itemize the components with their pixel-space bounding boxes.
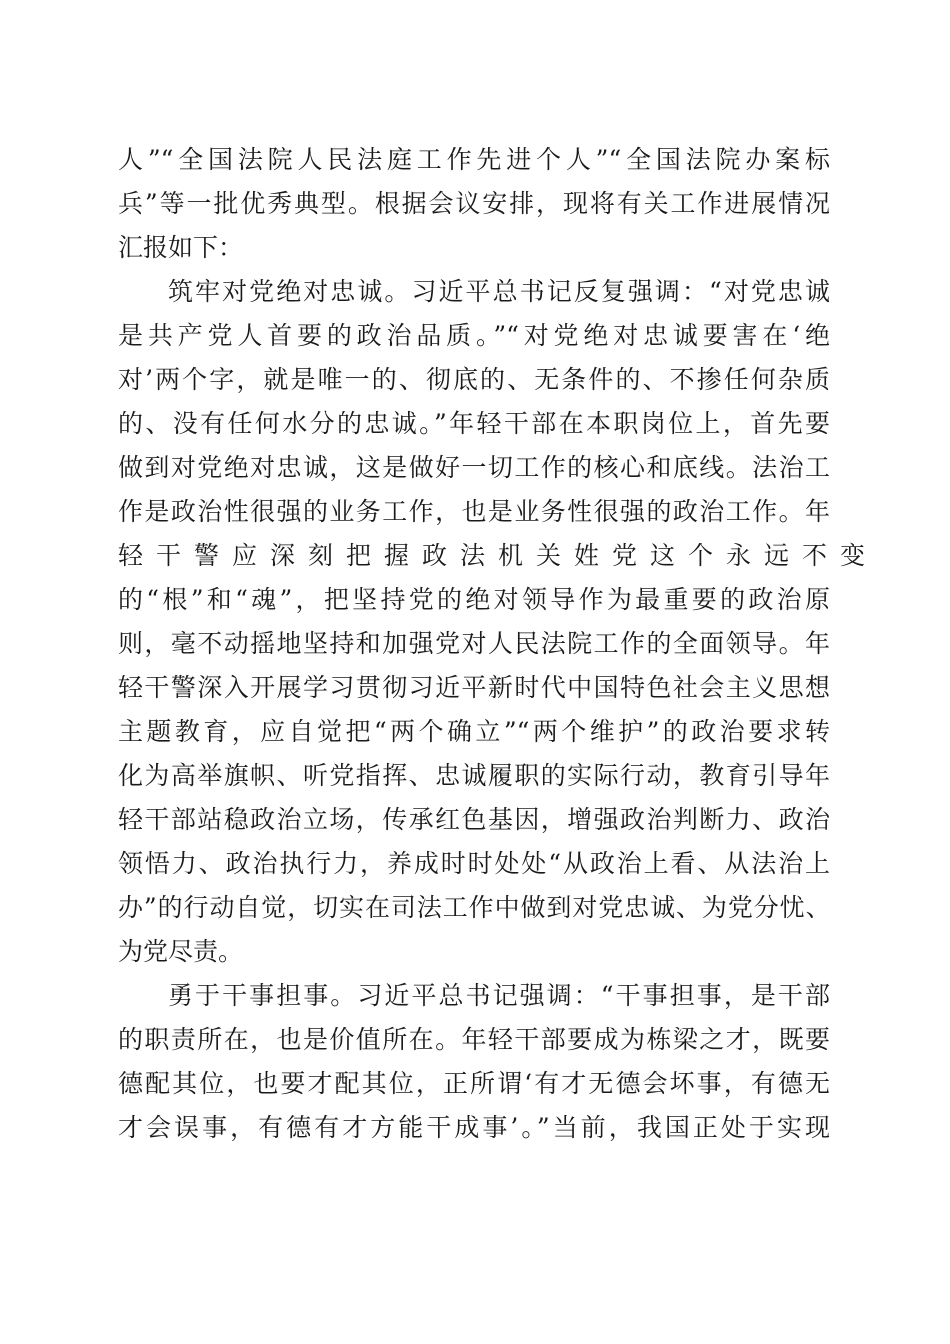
text-line: 对’两个字，就是唯一的、彻底的、无条件的、不掺任何杂质	[118, 365, 830, 394]
text-line: 作是政治性很强的业务工作，也是业务性很强的政治工作。年	[118, 497, 830, 526]
text-line: 主题教育，应自觉把“两个确立”“两个维护”的政治要求转	[118, 717, 830, 746]
text-line: 德配其位，也要才配其位，正所谓‘有才无德会坏事，有德无	[118, 1069, 830, 1098]
text-line: 办”的行动自觉，切实在司法工作中做到对党忠诚、为党分忧、	[118, 893, 830, 922]
text-line: 是共产党人首要的政治品质。”“对党绝对忠诚要害在‘绝	[118, 321, 830, 350]
text-line: 的“根”和“魂”，把坚持党的绝对领导作为最重要的政治原	[118, 585, 830, 614]
text-line: 汇报如下：	[118, 233, 244, 262]
text-line: 兵”等一批优秀典型。根据会议安排，现将有关工作进展情况	[118, 189, 830, 218]
paragraph-first-line: 筑牢对党绝对忠诚。习近平总书记反复强调：“对党忠诚	[168, 277, 830, 306]
text-line: 做到对党绝对忠诚，这是做好一切工作的核心和底线。法治工	[118, 453, 830, 482]
text-line: 的职责所在，也是价值所在。年轻干部要成为栋梁之才，既要	[118, 1025, 830, 1054]
text-line: 才会误事，有德有才方能干成事’。”当前，我国正处于实现	[118, 1113, 830, 1142]
text-line: 领悟力、政治执行力，养成时时处处“从政治上看、从法治上	[118, 849, 830, 878]
text-line: 为党尽责。	[118, 937, 244, 966]
text-line: 轻干警深入开展学习贯彻习近平新时代中国特色社会主义思想	[118, 673, 830, 702]
paragraph-first-line: 勇于干事担事。习近平总书记强调：“干事担事，是干部	[168, 981, 830, 1010]
text-line: 的、没有任何水分的忠诚。”年轻干部在本职岗位上，首先要	[118, 409, 830, 438]
text-line: 化为高举旗帜、听党指挥、忠诚履职的实际行动，教育引导年	[118, 761, 830, 790]
text-line: 人”“全国法院人民法庭工作先进个人”“全国法院办案标	[118, 145, 830, 174]
text-line: 轻干警应深刻把握政法机关姓党这个永远不变	[118, 541, 879, 570]
text-line: 轻干部站稳政治立场，传承红色基因，增强政治判断力、政治	[118, 805, 830, 834]
text-line: 则，毫不动摇地坚持和加强党对人民法院工作的全面领导。年	[118, 629, 830, 658]
document-body	[118, 138, 879, 1150]
